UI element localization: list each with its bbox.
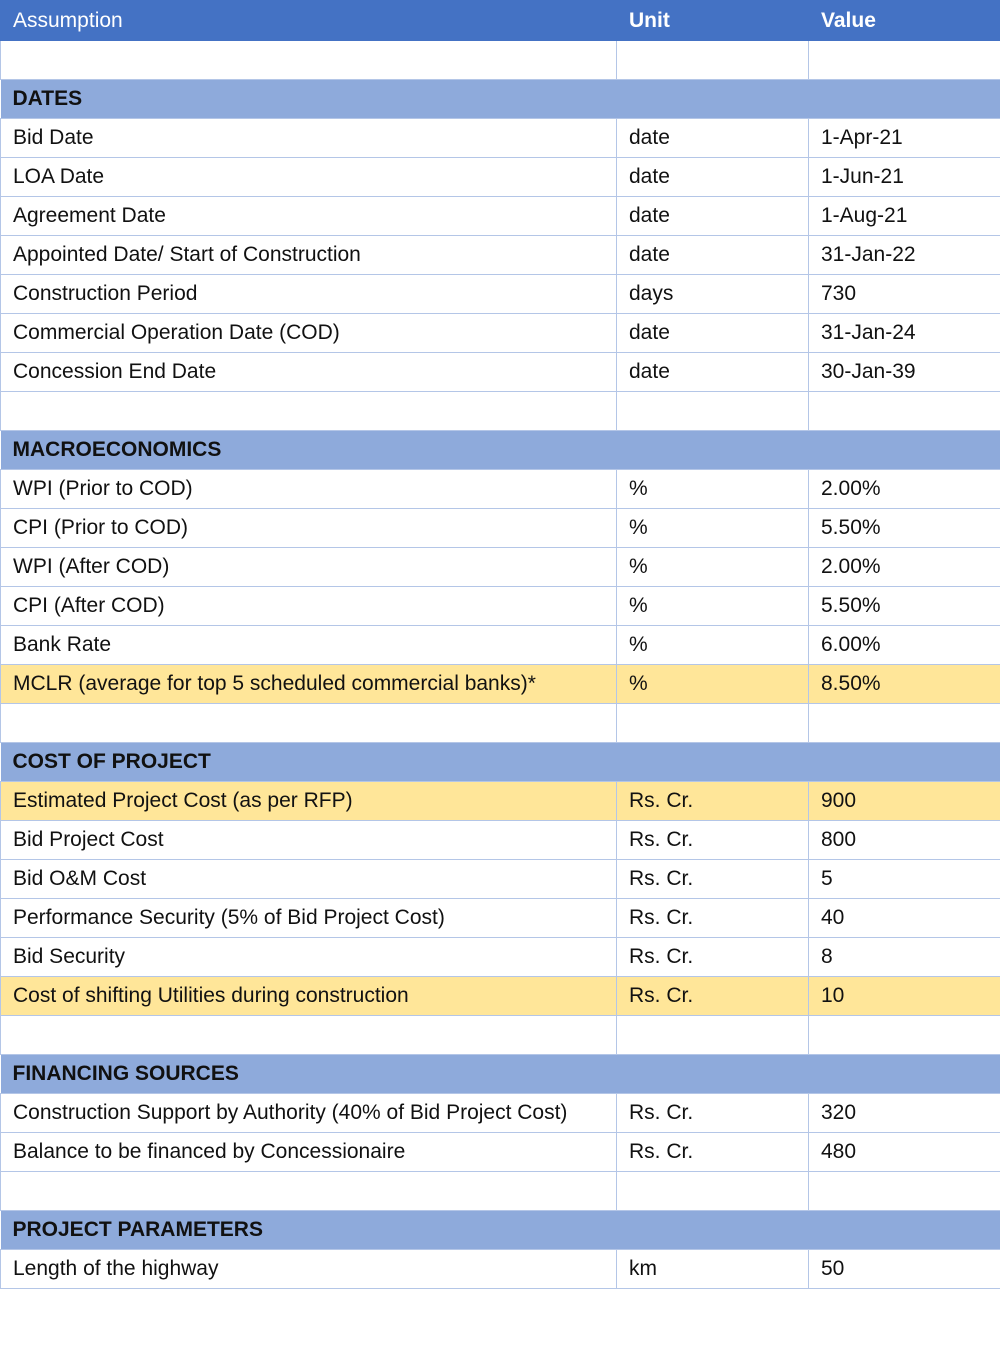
unit-cell: Rs. Cr. <box>617 782 809 821</box>
value-cell: 1-Apr-21 <box>809 119 1000 158</box>
table-row <box>1 197 1000 236</box>
header-unit: Unit <box>617 1 809 41</box>
table-row <box>1 626 1000 665</box>
value-cell: 730 <box>809 275 1000 314</box>
unit-cell: date <box>617 236 809 275</box>
table-row <box>1 314 1000 353</box>
unit-cell: date <box>617 353 809 392</box>
empty-cell <box>1 41 617 80</box>
empty-cell <box>809 1172 1000 1211</box>
assumption-cell: WPI (After COD) <box>1 548 617 587</box>
unit-cell: % <box>617 470 809 509</box>
section-title: COST OF PROJECT <box>1 743 1000 782</box>
section-title: DATES <box>1 80 1000 119</box>
blank-row <box>1 1016 1000 1055</box>
empty-cell <box>809 392 1000 431</box>
assumption-cell: Balance to be financed by Concessionaire <box>1 1133 617 1172</box>
value-cell: 2.00% <box>809 548 1000 587</box>
blank-row <box>1 1172 1000 1211</box>
assumption-cell: Appointed Date/ Start of Construction <box>1 236 617 275</box>
assumption-cell: Concession End Date <box>1 353 617 392</box>
assumption-cell: Bid Security <box>1 938 617 977</box>
unit-cell: date <box>617 314 809 353</box>
section-header-row <box>1 743 1000 782</box>
value-cell: 1-Jun-21 <box>809 158 1000 197</box>
unit-cell: days <box>617 275 809 314</box>
value-cell: 10 <box>809 977 1000 1016</box>
assumption-cell: CPI (Prior to COD) <box>1 509 617 548</box>
value-cell: 320 <box>809 1094 1000 1133</box>
unit-cell: Rs. Cr. <box>617 977 809 1016</box>
unit-cell: Rs. Cr. <box>617 938 809 977</box>
empty-cell <box>617 1016 809 1055</box>
table-row <box>1 275 1000 314</box>
value-cell: 30-Jan-39 <box>809 353 1000 392</box>
empty-cell <box>809 41 1000 80</box>
value-cell: 900 <box>809 782 1000 821</box>
blank-row <box>1 392 1000 431</box>
table-row <box>1 548 1000 587</box>
value-cell: 8 <box>809 938 1000 977</box>
value-cell: 800 <box>809 821 1000 860</box>
empty-cell <box>809 1016 1000 1055</box>
table-row <box>1 353 1000 392</box>
section-title: PROJECT PARAMETERS <box>1 1211 1000 1250</box>
table-row <box>1 782 1000 821</box>
assumption-cell: Agreement Date <box>1 197 617 236</box>
unit-cell: date <box>617 119 809 158</box>
assumption-cell: Bid Date <box>1 119 617 158</box>
unit-cell: Rs. Cr. <box>617 1133 809 1172</box>
section-header-row <box>1 1055 1000 1094</box>
assumption-cell: Construction Period <box>1 275 617 314</box>
blank-row <box>1 704 1000 743</box>
empty-cell <box>1 1016 617 1055</box>
section-title: MACROECONOMICS <box>1 431 1000 470</box>
assumption-cell: MCLR (average for top 5 scheduled commercial banks)* <box>1 665 617 704</box>
value-cell: 31-Jan-24 <box>809 314 1000 353</box>
assumption-cell: Cost of shifting Utilities during construction <box>1 977 617 1016</box>
assumption-cell: Performance Security (5% of Bid Project Cost) <box>1 899 617 938</box>
assumption-cell: Bid Project Cost <box>1 821 617 860</box>
section-title: FINANCING SOURCES <box>1 1055 1000 1094</box>
unit-cell: Rs. Cr. <box>617 821 809 860</box>
unit-cell: Rs. Cr. <box>617 860 809 899</box>
assumption-cell: CPI (After COD) <box>1 587 617 626</box>
unit-cell: Rs. Cr. <box>617 1094 809 1133</box>
value-cell: 40 <box>809 899 1000 938</box>
table-row <box>1 665 1000 704</box>
section-header-row <box>1 431 1000 470</box>
table-row <box>1 1250 1000 1289</box>
value-cell: 6.00% <box>809 626 1000 665</box>
assumption-cell: Bid O&M Cost <box>1 860 617 899</box>
section-header-row <box>1 80 1000 119</box>
table-row <box>1 158 1000 197</box>
table-row <box>1 470 1000 509</box>
empty-cell <box>617 41 809 80</box>
assumption-cell: Construction Support by Authority (40% of Bid Project Cost) <box>1 1094 617 1133</box>
empty-cell <box>1 392 617 431</box>
unit-cell: % <box>617 665 809 704</box>
assumption-cell: Bank Rate <box>1 626 617 665</box>
unit-cell: Rs. Cr. <box>617 899 809 938</box>
empty-cell <box>1 704 617 743</box>
table-row <box>1 1133 1000 1172</box>
table-row <box>1 509 1000 548</box>
table-row <box>1 1094 1000 1133</box>
table-row <box>1 899 1000 938</box>
header-row <box>1 1 1000 41</box>
assumption-cell: Commercial Operation Date (COD) <box>1 314 617 353</box>
unit-cell: km <box>617 1250 809 1289</box>
blank-row <box>1 41 1000 80</box>
assumption-cell: WPI (Prior to COD) <box>1 470 617 509</box>
table-row <box>1 977 1000 1016</box>
unit-cell: date <box>617 158 809 197</box>
value-cell: 5.50% <box>809 509 1000 548</box>
value-cell: 2.00% <box>809 470 1000 509</box>
empty-cell <box>617 704 809 743</box>
unit-cell: date <box>617 197 809 236</box>
assumption-cell: Length of the highway <box>1 1250 617 1289</box>
value-cell: 31-Jan-22 <box>809 236 1000 275</box>
empty-cell <box>809 704 1000 743</box>
value-cell: 5.50% <box>809 587 1000 626</box>
table-row <box>1 587 1000 626</box>
assumption-cell: LOA Date <box>1 158 617 197</box>
unit-cell: % <box>617 548 809 587</box>
header-value: Value <box>809 1 1000 41</box>
empty-cell <box>617 1172 809 1211</box>
assumption-cell: Estimated Project Cost (as per RFP) <box>1 782 617 821</box>
table-row <box>1 821 1000 860</box>
table-row <box>1 938 1000 977</box>
value-cell: 50 <box>809 1250 1000 1289</box>
value-cell: 480 <box>809 1133 1000 1172</box>
header-assumption: Assumption <box>1 1 617 41</box>
empty-cell <box>1 1172 617 1211</box>
value-cell: 8.50% <box>809 665 1000 704</box>
unit-cell: % <box>617 509 809 548</box>
table-row <box>1 860 1000 899</box>
table-row <box>1 236 1000 275</box>
empty-cell <box>617 392 809 431</box>
table-body <box>1 41 1000 1289</box>
value-cell: 5 <box>809 860 1000 899</box>
unit-cell: % <box>617 587 809 626</box>
table-row <box>1 119 1000 158</box>
value-cell: 1-Aug-21 <box>809 197 1000 236</box>
unit-cell: % <box>617 626 809 665</box>
section-header-row <box>1 1211 1000 1250</box>
